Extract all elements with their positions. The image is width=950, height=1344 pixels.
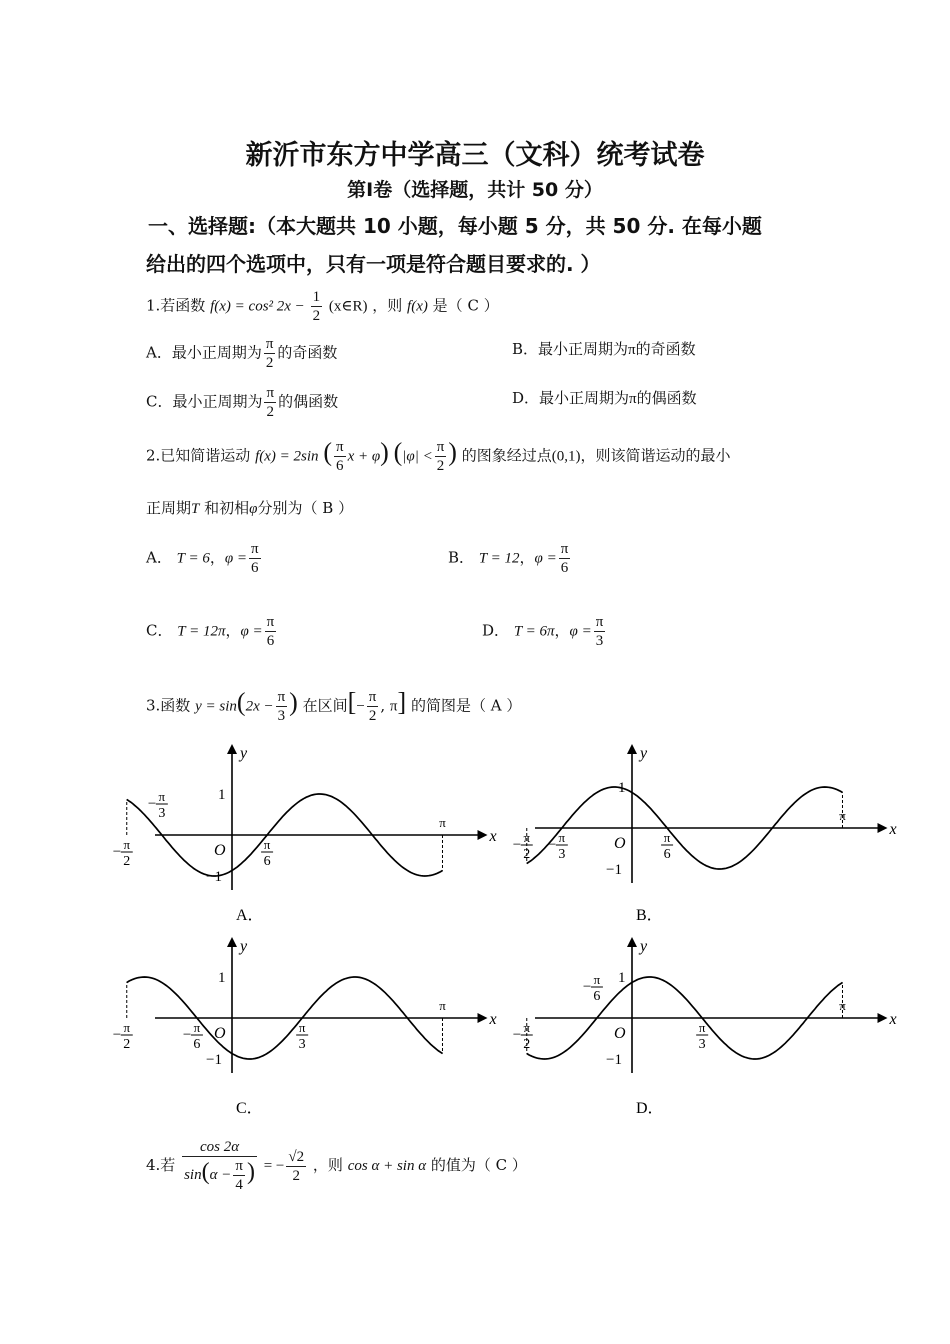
q1-option-a-num: π [265,336,274,352]
graph-b-tick-1: 1 [618,780,626,796]
q2-T: T [191,501,200,517]
q2-option-d[interactable]: D． T = 6π，φ = $\frac{\pi}{3}$ [482,614,604,649]
q4-mid: ，则 [312,1156,343,1174]
graph-a-x-arrow [477,830,487,840]
q1-option-c-label: C．最小正周期为 [146,392,263,411]
q4-den-frac-den: 4 [235,1177,243,1193]
q4-expr: cos α + sin α [347,1158,427,1174]
q2-option-c-T: T = 12π [177,623,226,640]
q2-cond: |φ| < [402,448,433,465]
q1-option-c-num: π [266,385,275,401]
q2-option-b-phi: φ = [534,550,557,567]
q2-option-d-phi: φ = [569,623,592,640]
q3-paren-open: ( [236,687,246,717]
q2-line2-a: 正周期 [146,499,192,517]
page-title: 新沂市东方中学高三（文科）统考试卷 [245,140,705,171]
q3-int-den: 2 [368,708,377,724]
q4-close: ） [511,1156,527,1174]
q2-frac-den: 6 [336,458,344,474]
q2-option-b[interactable]: B． T = 12，φ = $\frac{\pi}{6}$ [448,541,569,576]
graph-d-tick-2-den: 3 [698,1037,706,1052]
q3-text-b: 的简图是（ [410,696,486,715]
q2-option-c-phi: φ = [240,623,263,640]
q4-main-frac [182,1138,257,1194]
q4-den-paren-close: ) [246,1158,255,1185]
graph-d-tick-2-num: π [698,1020,706,1035]
q1-option-d-pi: π [629,391,637,407]
q2-formula-b: x + φ [347,448,381,465]
graph-c-y-label: y [240,938,248,955]
q1-option-a[interactable] [146,335,337,372]
graph-c-tick-0-minus: − [112,1027,122,1043]
q2-cond-open: ( [393,437,403,467]
q2-option-c[interactable]: C． T = 12π，φ = $\frac{\pi}{6}$ [146,614,275,649]
q1-option-d-rest: 的偶函数 [636,389,697,407]
graph-a-tick-pi: π [439,815,446,830]
graph-a-y-label: y [240,745,248,762]
graph-d-tick-0-num: π [523,1020,531,1035]
q4-den [182,1157,257,1194]
q2-option-a-num: π [251,541,259,557]
graph-d-tick-1-den: 6 [593,989,601,1004]
q2-option-d-frac [594,613,606,650]
q2-option-d-num: π [595,614,604,630]
q3-bracket-open: [ [347,687,357,717]
q4-rhs-den: 2 [292,1167,300,1184]
graph-b-tick-pi: π [839,808,846,823]
q1-option-c-den: 2 [266,404,275,420]
graph-a[interactable] [112,740,497,925]
graph-d-y-arrow [627,937,637,947]
graph-b-tick-1-num: π [558,830,566,845]
q2-line2-c: 分别为（ [257,499,318,517]
graph-a-x-label: x [489,828,497,845]
q1-suffix: 是（ [432,296,463,315]
graph-c-tick-1-den: 6 [193,1037,201,1052]
graph-c-tick-1-minus: − [182,1027,192,1043]
graph-a-letter: A． [236,907,264,924]
q2-option-d-label: D． [482,621,510,640]
graph-d-tick-0-den: 2 [523,1037,531,1052]
graph-a-tick-2-den: 6 [263,854,271,869]
q2-option-a-frac [249,540,261,577]
q2-option-c-num: π [266,614,275,630]
graph-c-tick-pi: π [439,998,446,1013]
graph-b[interactable] [512,740,897,925]
graph-d[interactable] [512,933,897,1118]
q1-mid: ，则 [372,296,403,315]
q1-option-d[interactable] [512,388,697,409]
q3-prefix: 3.函数 [146,696,191,715]
q3-text-a: 在区间 [302,696,348,715]
q2-option-a-label: A． [146,548,172,567]
graph-b-y-arrow [627,744,637,754]
q4-den-frac-num: π [235,1158,243,1174]
graph-c-x-arrow [477,1013,487,1023]
question-3-stem: 3.函数 y = sin(2x − $\frac{\pi}{3}$ ) 在区间[− $\frac{\pi}{2}$ , π] 的简图是（ A ） [146,687,522,724]
q1-prefix: 1.若函数 [146,296,206,315]
q3-int-frac [367,688,379,725]
q1-option-b[interactable] [512,339,696,360]
graph-b-letter: B． [636,907,663,924]
graph-d-tick-0-minus: − [512,1027,522,1043]
graph-a-tick-2-num: π [263,837,271,852]
graph-a-tick-1-num: π [158,789,166,804]
q2-option-a-phi: φ = [224,550,248,567]
q2-option-c-den: 6 [266,633,275,649]
q1-fx: f(x) [407,298,428,315]
graph-a-tick-0-num: π [123,837,131,852]
q1-option-c-rest: 的偶函数 [278,392,339,411]
q2-line2-b: 和初相 [204,499,250,517]
graph-b-y-label: y [640,745,648,762]
q2-text-a: 的图象经过点 [461,446,552,465]
q2-paren-open: ( [323,437,332,467]
q1-option-c-frac [264,384,276,421]
q2-text-b: ，则该简谐运动的最小 [580,446,731,465]
graph-a-y-arrow [227,744,237,754]
q2-option-b-label: B． [448,548,475,567]
q2-cond-frac [435,438,447,475]
q1-option-d-label: D．最小正周期为 [512,389,630,407]
q2-option-a-den: 6 [251,560,259,576]
question-1-stem [146,288,499,325]
q3-minus: − [356,698,365,715]
question-4-stem [146,1138,527,1194]
q3-frac-den: 3 [277,708,286,724]
question-2-stem [146,438,731,475]
graph-c-tick-0-num: π [123,1020,131,1035]
graph-a-tick-1-den: 3 [158,806,166,821]
q3-frac [276,688,288,725]
q3-paren-close: ) [289,687,298,717]
q2-point: (0,1) [551,448,581,465]
section-heading-line1: 一、选择题:（本大题共 10 小题，每小题 5 分，共 50 分. 在每小题 [148,214,762,238]
q2-option-c-frac [265,613,277,650]
q1-option-b-pi: π [628,342,636,358]
q2-option-b-num: π [560,541,569,557]
q2-cond-num: π [436,439,445,455]
q4-prefix: 4.若 [146,1156,176,1174]
graph-c-tick-neg1: −1 [206,1052,222,1068]
section-heading-line2: 给出的四个选项中，只有一项是符合题目要求的. ） [146,252,601,276]
q2-option-b-frac [559,540,571,577]
graph-a-origin: O [214,842,226,859]
graph-b-x-arrow [877,823,887,833]
q4-rhs-num: √2 [288,1148,305,1165]
q1-option-a-rest: 的奇函数 [277,343,338,362]
q1-close: ） [483,296,499,315]
q1-option-a-den: 2 [265,355,274,371]
q1-fraction [311,288,323,325]
q1-option-b-label: B．最小正周期为 [512,340,629,358]
graph-d-origin: O [614,1025,626,1042]
graph-c-y-arrow [227,937,237,947]
q2-frac [334,438,346,475]
q1-domain: (x∈R) [328,298,368,315]
q2-phi: φ [249,501,258,517]
graph-d-tick-1-minus: − [582,979,592,995]
graph-d-tick-1: 1 [618,970,626,986]
q4-den-paren-open: ( [201,1158,210,1185]
graph-b-tick-1-minus: − [547,837,557,853]
q2-answer: B [322,499,334,517]
question-2-line2 [146,498,353,519]
q4-den-a: sin [184,1166,202,1183]
graph-a-tick-neg1: −1 [206,869,222,885]
q2-option-d-T: T = 6π [513,623,555,640]
graph-b-tick-2-num: π [663,830,671,845]
graph-b-tick-0-minus: − [512,837,522,853]
q2-option-d-den: 3 [595,633,604,649]
q2-option-c-label: C． [146,621,173,640]
q3-answer: A [490,696,502,715]
q4-rhs-frac [286,1148,306,1185]
q1-frac-den: 2 [312,308,321,324]
q1-frac-num: 1 [312,289,321,305]
q3-inner: 2x − [245,698,274,715]
graph-d-y-label: y [640,938,648,955]
graph-a-tick-1: 1 [218,787,226,803]
q4-den-inner: α − [209,1166,232,1183]
graph-b-tick-0-num: π [523,830,531,845]
q2-option-a-T: T = 6 [176,550,210,567]
graph-c-tick-2-num: π [298,1020,306,1035]
graph-c-tick-1: 1 [218,970,226,986]
q2-option-b-den: 6 [560,560,569,576]
graph-b-tick-0-den: 2 [523,847,531,862]
graph-b-tick-neg1: −1 [606,862,622,878]
graph-d-tick-neg1: −1 [606,1052,622,1068]
q3-int-b: π [389,698,398,715]
graph-d-tick-pi: π [839,998,846,1013]
q3-int-num: π [368,689,377,705]
graph-c-x-label: x [489,1011,497,1028]
graph-c-tick-0-den: 2 [123,1037,131,1052]
graph-c-tick-2-den: 3 [298,1037,306,1052]
q4-num: cos 2α [182,1138,257,1157]
q3-close: ） [506,696,522,715]
graph-b-tick-1-den: 3 [558,847,566,862]
q1-answer: C [467,296,479,315]
q1-option-c[interactable] [146,384,338,421]
q1-option-b-rest: 的奇函数 [635,340,696,358]
graph-a-tick-0-minus: − [112,844,122,860]
graph-c[interactable] [112,933,497,1118]
graph-c-tick-1-num: π [193,1020,201,1035]
page-subtitle: 第Ⅰ卷（选择题，共计 50 分） [347,179,603,201]
q2-formula-a: f(x) = 2sin [255,448,319,465]
graph-c-letter: C． [236,1100,263,1117]
graph-a-tick-0-den: 2 [123,854,131,869]
q2-cond-close: ) [448,437,457,467]
graph-d-x-arrow [877,1013,887,1023]
graph-d-tick-1-num: π [593,972,601,987]
q4-eq: = − [263,1158,285,1174]
q2-option-b-T: T = 12 [478,550,520,567]
q1-option-a-frac [264,335,276,372]
q4-suffix: 的值为（ [430,1156,491,1174]
graph-b-tick-2-den: 6 [663,847,671,862]
q2-prefix: 2.已知简谐运动 [146,446,251,465]
graph-c-origin: O [214,1025,226,1042]
q3-bracket-close: ] [397,687,407,717]
q2-frac-num: π [336,439,344,455]
q2-paren-close: ) [380,437,389,467]
graph-a-tick-1-minus: − [147,796,157,812]
graph-b-origin: O [614,835,626,852]
q1-option-a-label: A．最小正周期为 [146,343,262,362]
q4-answer: C [495,1156,508,1174]
q2-close: ） [338,499,354,517]
q3-formula-a: y = sin [195,698,237,715]
q2-option-a[interactable]: A． T = 6，φ = $\frac{\pi}{6}$ [146,541,259,576]
graph-b-x-label: x [889,821,897,838]
q2-cond-den: 2 [436,458,445,474]
q3-frac-num: π [277,689,286,705]
graph-d-letter: D． [636,1100,664,1117]
q4-den-frac [233,1157,245,1194]
graph-d-x-label: x [889,1011,897,1028]
q1-formula: f(x) = cos² 2x − [210,298,309,315]
